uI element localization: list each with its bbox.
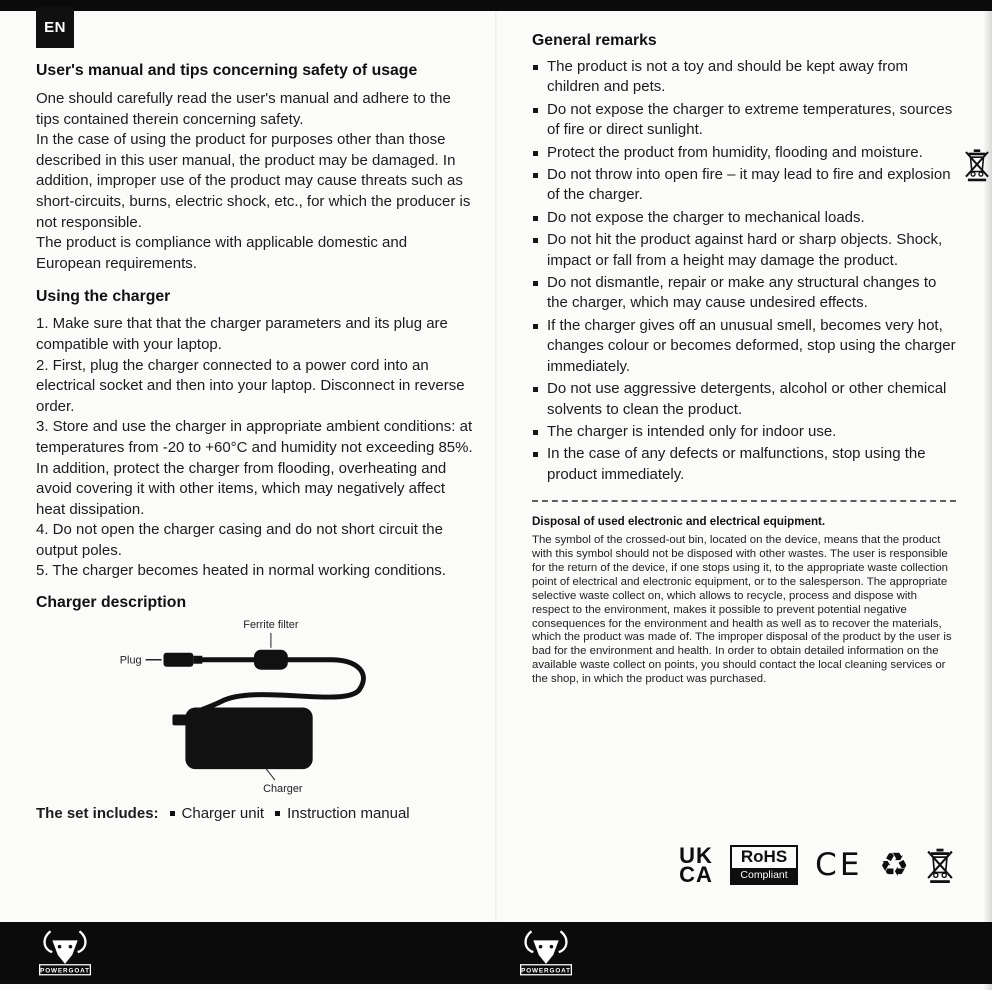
remark-item: Protect the product from humidity, flooding and moisture. [532,143,956,163]
square-bullet-icon [275,811,280,816]
goat-head-icon [533,940,558,964]
step-item: 1. Make sure that that the charger parameters and its plug are compatible with your laptop. [36,315,448,353]
ukca-top: UK [679,843,713,868]
ferrite-filter-bead [254,650,288,670]
general-remarks-heading: General remarks [532,32,657,49]
top-bar [0,0,992,11]
square-bullet-icon [170,811,175,816]
remark-item: If the charger gives off an unusual smell, becomes very hot, changes colour or becomes deformed, stop using the charger immediately. [532,316,956,377]
charger-description-heading: Charger description [36,594,187,612]
weee-bin-icon [926,847,954,884]
disposal-heading: Disposal of used electronic and electrical equipment. [532,515,826,529]
general-remarks-list [532,57,956,485]
charger-diagram [36,616,474,795]
safety-paragraph: In the case of using the product for purposes other than those described in this user manual, the product may be damaged. In addition, improper use of the product may cause threats such as short-circuits, burns, electric shock, etc., for which the producer is not responsible. [36,131,471,231]
disposal-text: The symbol of the crossed-out bin, located on the device, means that the product with this symbol should not be disposed with other wastes. The user is responsible for the return of the device, if one stops using it, to the appropriate waste collection point of electrical and electronic equipment, or to the salesperson. The appropriate selective waste collect on, which allows to recycle, process and dispose with respect to the environment, makes it possible to prevent potential negative consequences for the environment and health as well as to recover the materials, which the product was made of. The improper disposal of the product by the user is bad for the environment and health. In order to obtain detailed information on the available waste collect on points, you should contact the local cleaning services or the shop, in which the product was purchased. [532,534,952,686]
plug-connector [164,653,194,667]
step-item: 2. First, plug the charger connected to a power cord into an electrical socket and then into your laptop. Disconnect in reverse order. [36,356,465,415]
ce-mark: CE [815,847,863,883]
ferrite-filter-label: Ferrite filter [243,618,299,631]
rohs-mark [730,845,798,885]
set-includes-row [36,805,474,822]
ukca-mark [679,843,713,887]
remark-item: Do not throw into open fire – it may lead to fire and explosion of the charger. [532,165,956,206]
remark-item: Do not expose the charger to mechanical loads. [532,208,956,228]
remark-item: In the case of any defects or malfunctions, stop using the product immediately. [532,444,956,485]
set-includes-label: The set includes: [36,805,159,823]
powergoat-logo-text: POWERGOAT [521,967,571,975]
ukca-bottom: CA [679,862,713,887]
page-fold-line [495,11,498,922]
using-charger-heading: Using the charger [36,288,171,306]
remark-item: Do not expose the charger to extreme temperatures, sources of fire or direct sunlight. [532,100,956,141]
set-item: Charger unit [181,805,265,823]
powergoat-logo [36,927,94,979]
goat-head-icon [52,940,77,964]
safety-paragraph: One should carefully read the user's manual and adhere to the tips contained therein concerning safety. [36,90,451,128]
step-item: 4. Do not open the charger casing and do not short circuit the output poles. [36,521,443,559]
compliance-marks [679,845,954,885]
remark-item: The product is not a toy and should be kept away from children and pets. [532,57,956,98]
right-column [532,32,956,687]
step-item: 5. The charger becomes heated in normal working conditions. [36,562,446,580]
language-badge: EN [36,7,74,48]
charger-body [185,708,312,770]
powergoat-logo-text: POWERGOAT [40,967,90,975]
set-item: Instruction manual [287,805,410,823]
charger-label: Charger [263,783,303,796]
plug-label: Plug [119,654,142,667]
dashed-divider [532,500,956,502]
recycle-icon: ♻ [879,845,909,884]
remark-item: Do not hit the product against hard or sharp objects. Shock, impact or fall from a height may damage the product. [532,230,956,271]
step-item: 3. Store and use the charger in appropriate ambient conditions: at temperatures from -20 to +60°C and humidity not exceeding 85%. In addition, protect the charger from flooding, overheating and avoid covering it with other items, which may negatively affect heat dissipation. [36,418,473,518]
left-column [36,62,474,822]
rohs-label: RoHS [740,847,788,866]
safety-paragraph: The product is compliance with applicable domestic and European requirements. [36,234,408,272]
rohs-compliant-label: Compliant [732,868,796,883]
safety-heading: User's manual and tips concerning safety of usage [36,62,418,79]
footer-bar [0,922,992,984]
remark-item: Do not use aggressive detergents, alcohol or other chemical solvents to clean the product. [532,379,956,420]
weee-bin-edge-icon [964,148,990,182]
powergoat-logo [517,927,575,979]
remark-item: Do not dismantle, repair or make any structural changes to the charger, which may cause undesired effects. [532,273,956,314]
remark-item: The charger is intended only for indoor use. [532,422,956,442]
